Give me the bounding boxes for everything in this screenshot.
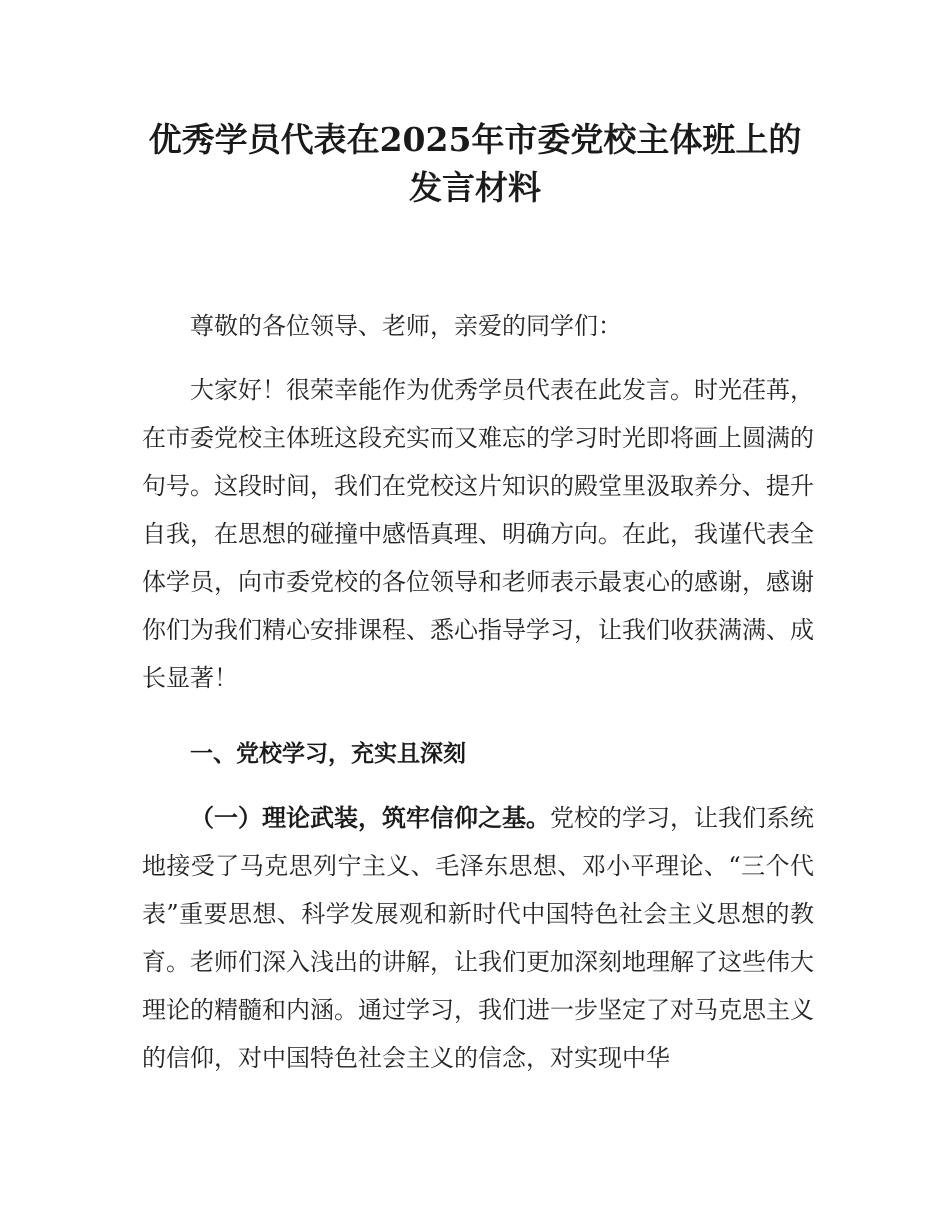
document-title-line-1: 优秀学员代表在2025年市委党校主体班上的 — [148, 120, 802, 159]
section-1-heading: 一、党校学习，充实且深刻 — [190, 741, 466, 767]
subsection-1-heading: （一）理论武装，筑牢信仰之基。 — [190, 804, 550, 832]
intro-paragraph: 大家好！很荣幸能作为优秀学员代表在此发言。时光荏苒，在市委党校主体班这段充实而又难忘的学习时光即将画上圆满的句号。这段时间，我们在党校这片知识的殿堂里汲取养分、提升自我，在思想的碰撞中感悟真理、明确方向。在此，我谨代表全体学员，向市委党校的各位领导和老师表示最衷心的感谢，感谢你们为我们精心安排课程、悉心指导学习，让我们收获满满、成长显著！ — [142, 376, 814, 692]
greeting-paragraph: 尊敬的各位领导、老师，亲爱的同学们： — [190, 312, 622, 340]
subsection-1-paragraph — [142, 794, 814, 1082]
subsection-1-body: 党校的学习，让我们系统地接受了马克思列宁主义、毛泽东思想、邓小平理论、“三个代表”重要思想、科学发展观和新时代中国特色社会主义思想的教育。老师们深入浅出的讲解，让我们更加深刻地理解了这些伟大理论的精髓和内涵。通过学习，我们进一步坚定了对马克思主义的信仰，对中国特色社会主义的信念，对实现中华 — [142, 804, 814, 1072]
document-title-line-2: 发言材料 — [409, 168, 541, 207]
